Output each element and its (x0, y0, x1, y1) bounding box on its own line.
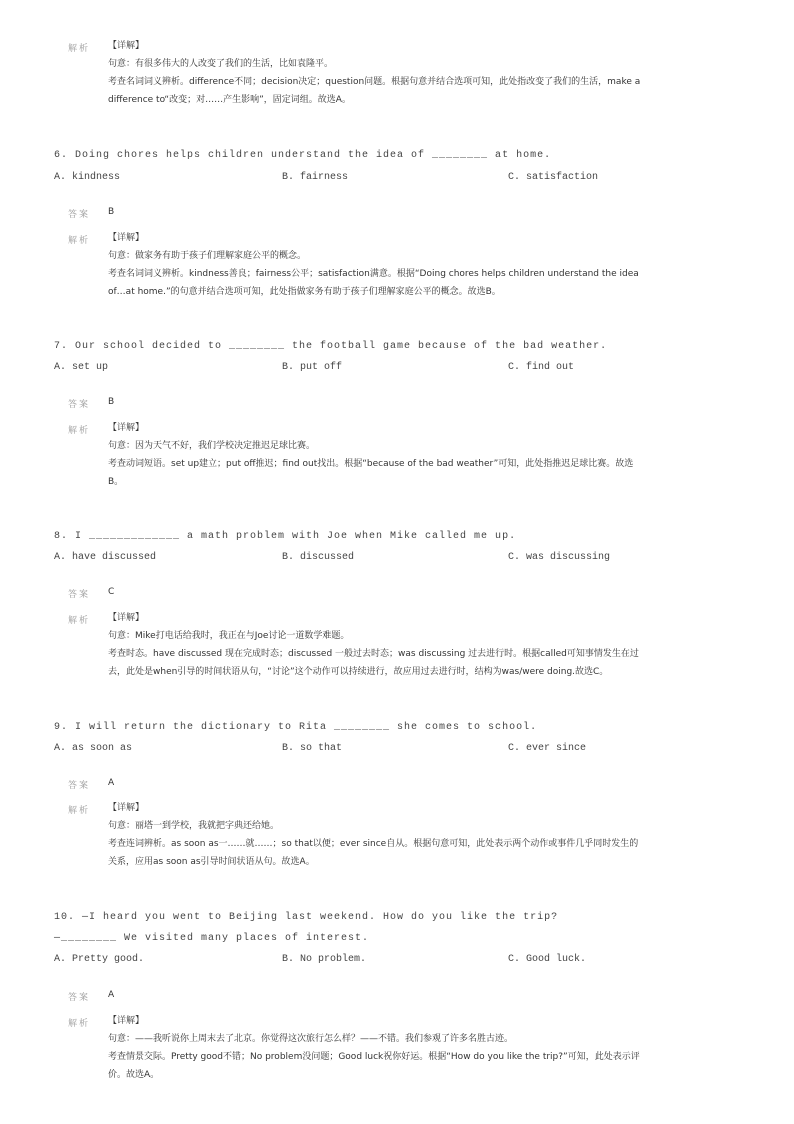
detail-heading: 【详解】 (108, 803, 145, 813)
q9-option-c: C. ever since (508, 743, 587, 754)
q10-option-a: A. Pretty good. (54, 954, 145, 965)
explanation-line: 句意：——我听说你上周末去了北京。你觉得这次旅行怎么样？——不错。我们参观了许多名胜古迹。 (108, 1034, 514, 1044)
answer-label: 答案 (68, 210, 91, 220)
q10-question: 10. —I heard you went to Beijing last weekend. How do you like the trip? (54, 912, 559, 923)
explanation-line: difference to“改变；对……产生影响”，固定词组。故选A。 (108, 95, 351, 105)
explanation-line: 句意：丽塔一到学校，我就把字典还给她。 (108, 821, 280, 831)
q7-question: 7. Our school decided to ________ the football game because of the bad weather. (54, 341, 608, 352)
explanation-line: 考查连词辨析。as soon as一……就……；so that以便；ever since自从。根据句意可知，此处表示两个动作或事件几乎同时发生的 (108, 839, 639, 849)
q6-question: 6. Doing chores helps children understand the idea of ________ at home. (54, 150, 552, 161)
q7-option-c: C. find out (508, 362, 575, 373)
q10-option-b: B. No problem. (282, 954, 367, 965)
q10-question-reply: —________ We visited many places of interest. (54, 933, 370, 944)
detail-heading: 【详解】 (108, 423, 145, 433)
analysis-label: 解析 (68, 236, 91, 246)
q7-option-a: A. set up (54, 362, 109, 373)
explanation-line: 句意：做家务有助于孩子们理解家庭公平的概念。 (108, 251, 307, 261)
q9-answer: A (108, 778, 115, 788)
detail-heading: 【详解】 (108, 41, 145, 51)
answer-label: 答案 (68, 400, 91, 410)
q8-option-a: A. have discussed (54, 552, 157, 563)
analysis-label: 解析 (68, 806, 91, 816)
q7-option-b: B. put off (282, 362, 343, 373)
explanation-line: 句意：Mike打电话给我时，我正在与Joe讨论一道数学难题。 (108, 631, 350, 641)
q6-explanation (108, 229, 726, 301)
explanation-line: 去，此处是when引导的时间状语从句，“讨论”这个动作可以持续进行，故应用过去进行时，结构为was/were doing.故选C。 (108, 667, 609, 677)
q10-answer: A (108, 990, 115, 1000)
explanation-line: 考查时态。have discussed 现在完成时态；discussed 一般过去时态；was discussing 过去进行时。根据called可知事情发生在过 (108, 649, 639, 659)
q6-option-b: B. fairness (282, 172, 349, 183)
q10-explanation (108, 1012, 726, 1084)
analysis-label: 解析 (68, 426, 91, 436)
detail-heading: 【详解】 (108, 233, 145, 243)
q9-option-a: A. as soon as (54, 743, 133, 754)
q8-option-c: C. was discussing (508, 552, 611, 563)
q5-explanation (108, 37, 726, 109)
answer-label: 答案 (68, 993, 91, 1003)
explanation-line: 关系，应用as soon as引导时间状语从句。故选A。 (108, 857, 315, 867)
q9-option-b: B. so that (282, 743, 343, 754)
explanation-line: 考查名词词义辨析。kindness善良；fairness公平；satisfaction满意。根据“Doing chores helps children understand the idea (108, 269, 639, 279)
answer-label: 答案 (68, 590, 91, 600)
analysis-label: 解析 (68, 44, 91, 54)
analysis-label: 解析 (68, 1019, 91, 1029)
q8-explanation (108, 609, 726, 681)
explanation-line: of…at home.”的句意并结合选项可知，此处指做家务有助于孩子们理解家庭公平的概念。故选B。 (108, 287, 501, 297)
q7-answer: B (108, 397, 115, 407)
q7-explanation (108, 419, 726, 491)
explanation-line: 句意：因为天气不好，我们学校决定推迟足球比赛。 (108, 441, 316, 451)
explanation-line: 价。故选A。 (108, 1070, 160, 1080)
q9-explanation (108, 799, 726, 871)
q10-option-c: C. Good luck. (508, 954, 587, 965)
q6-option-a: A. kindness (54, 172, 121, 183)
q8-answer: C (108, 587, 115, 597)
answer-label: 答案 (68, 781, 91, 791)
explanation-line: 考查名词词义辨析。difference不同；decision决定；question问题。根据句意并结合选项可知，此处指改变了我们的生活，make a (108, 77, 641, 87)
detail-heading: 【详解】 (108, 613, 145, 623)
q9-question: 9. I will return the dictionary to Rita ________ she comes to school. (54, 722, 538, 733)
explanation-line: B。 (108, 477, 124, 487)
q8-option-b: B. discussed (282, 552, 355, 563)
q6-answer: B (108, 207, 115, 217)
explanation-line: 句意：有很多伟大的人改变了我们的生活，比如袁隆平。 (108, 59, 334, 69)
q8-question: 8. I _____________ a math problem with Joe when Mike called me up. (54, 531, 517, 542)
explanation-line: 考查情景交际。Pretty good不错；No problem没问题；Good luck祝你好运。根据“How do you like the trip?”可知，此处表示评 (108, 1052, 640, 1062)
q6-option-c: C. satisfaction (508, 172, 599, 183)
detail-heading: 【详解】 (108, 1016, 145, 1026)
explanation-line: 考查动词短语。set up建立；put off推迟；find out找出。根据“because of the bad weather”可知，此处指推迟足球比赛。故选 (108, 459, 634, 469)
analysis-label: 解析 (68, 616, 91, 626)
